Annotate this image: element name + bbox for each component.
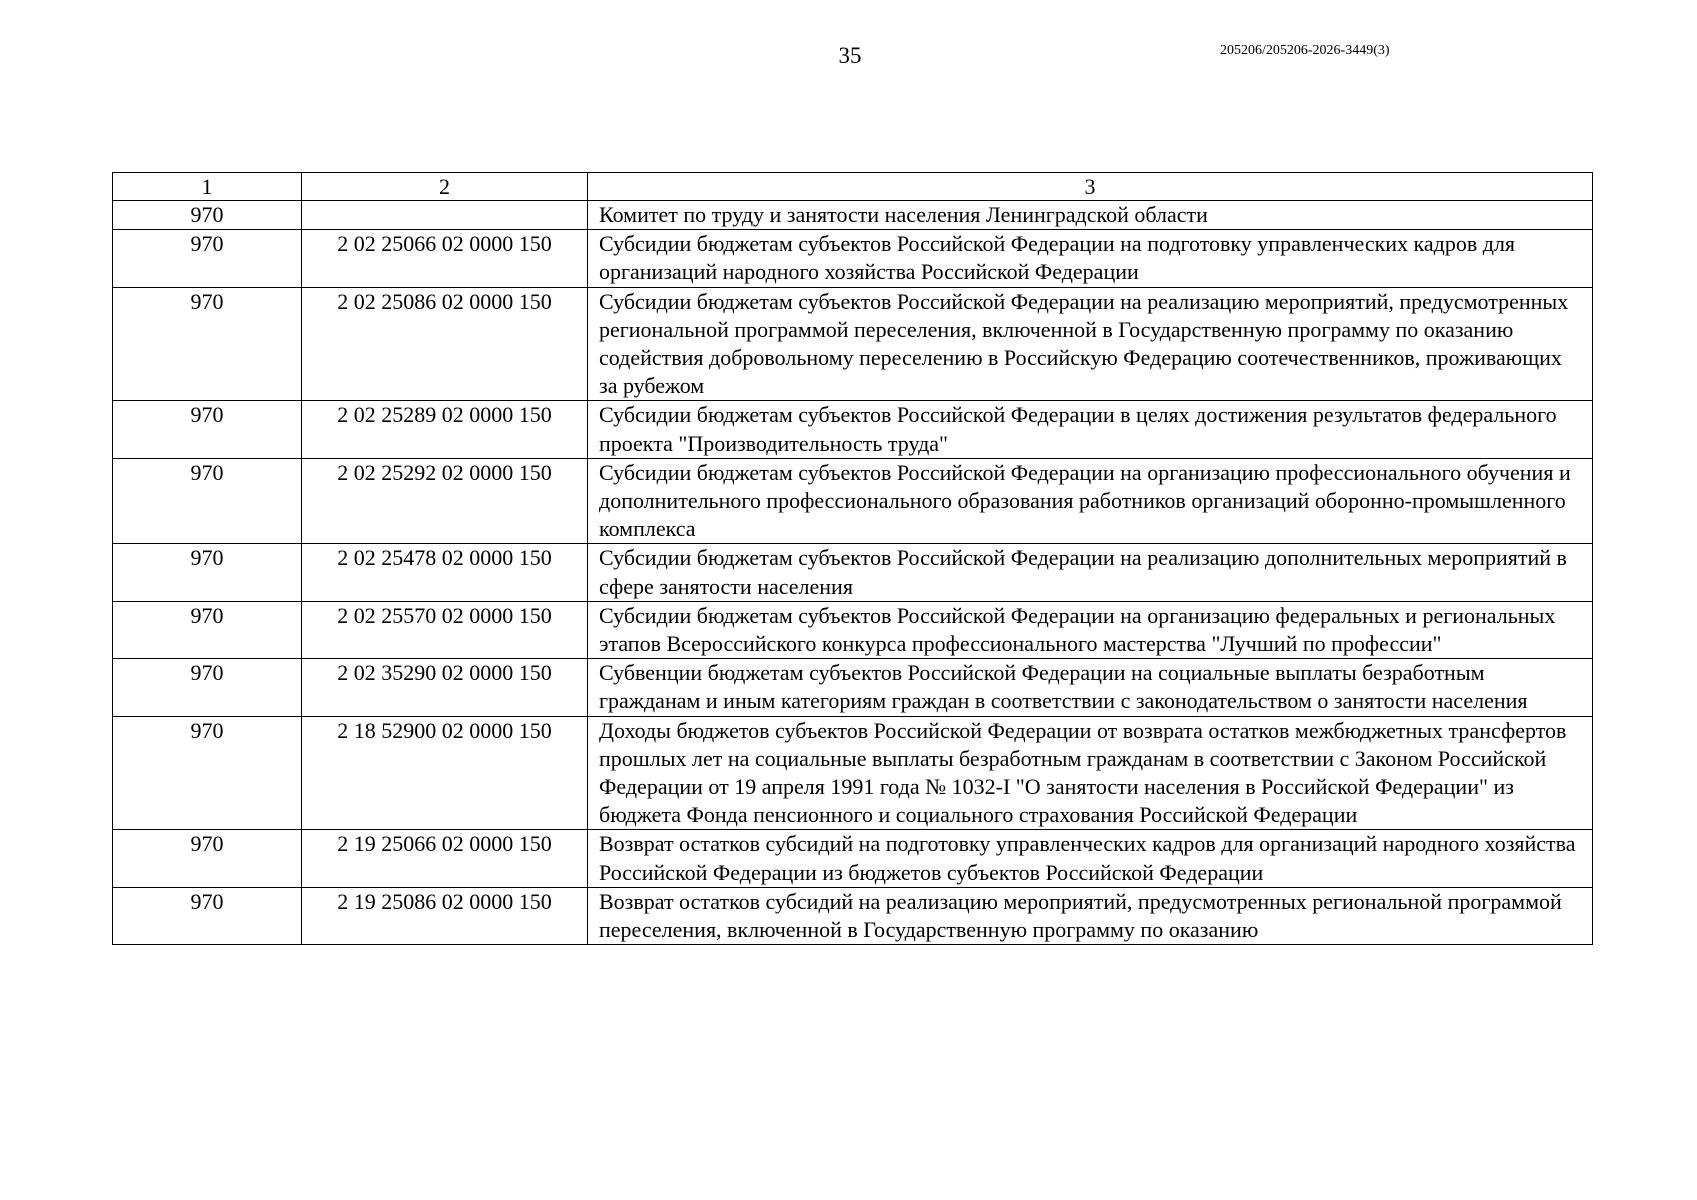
table-row xyxy=(113,887,1593,944)
description-cell: Субвенции бюджетам субъектов Российской Федерации на социальные выплаты безработным гражданам и иным категориям граждан в соответствии с законодательством о занятости населения xyxy=(588,659,1593,716)
income-code-cell xyxy=(302,201,588,230)
description-cell: Субсидии бюджетам субъектов Российской Федерации в целях достижения результатов федерального проекта "Производительность труда" xyxy=(588,401,1593,458)
admin-code-cell: 970 xyxy=(113,830,302,887)
description-cell: Комитет по труду и занятости населения Ленинградской области xyxy=(588,201,1593,230)
description-cell: Субсидии бюджетам субъектов Российской Федерации на организацию профессионального обучения и дополнительного профессионального образования работников организаций оборонно-промышленного комплекса xyxy=(588,458,1593,544)
table-row xyxy=(113,659,1593,716)
table-row xyxy=(113,287,1593,401)
admin-code-cell: 970 xyxy=(113,601,302,658)
table-header-row xyxy=(113,173,1593,201)
table-row xyxy=(113,830,1593,887)
income-code-cell: 2 19 25086 02 0000 150 xyxy=(302,887,588,944)
admin-code-cell: 970 xyxy=(113,716,302,830)
admin-code-cell: 970 xyxy=(113,230,302,287)
income-code-cell: 2 02 25478 02 0000 150 xyxy=(302,544,588,601)
description-cell: Субсидии бюджетам субъектов Российской Федерации на реализацию мероприятий, предусмотренных региональной программой переселения, включенной в Государственную программу по оказанию содействия добровольному переселению в Российскую Федерацию соотечественников, проживающих за рубежом xyxy=(588,287,1593,401)
description-cell: Субсидии бюджетам субъектов Российской Федерации на реализацию дополнительных мероприятий в сфере занятости населения xyxy=(588,544,1593,601)
column-header-3: 3 xyxy=(588,173,1593,201)
column-header-1: 1 xyxy=(113,173,302,201)
income-code-cell: 2 02 25292 02 0000 150 xyxy=(302,458,588,544)
description-cell: Доходы бюджетов субъектов Российской Федерации от возврата остатков межбюджетных трансфертов прошлых лет на социальные выплаты безработным гражданам в соответствии с Законом Российской Федерации от 19 апреля 1991 года № 1032-I "О занятости населения в Российской Федерации" из бюджета Фонда пенсионного и социального страхования Российской Федерации xyxy=(588,716,1593,830)
description-cell: Возврат остатков субсидий на подготовку управленческих кадров для организаций народного хозяйства Российской Федерации из бюджетов субъектов Российской Федерации xyxy=(588,830,1593,887)
description-cell: Субсидии бюджетам субъектов Российской Федерации на организацию федеральных и региональных этапов Всероссийского конкурса профессионального мастерства "Лучший по профессии" xyxy=(588,601,1593,658)
income-code-cell: 2 02 35290 02 0000 150 xyxy=(302,659,588,716)
income-code-cell: 2 18 52900 02 0000 150 xyxy=(302,716,588,830)
admin-code-cell: 970 xyxy=(113,659,302,716)
column-header-2: 2 xyxy=(302,173,588,201)
revenue-codes-table xyxy=(112,172,1593,945)
income-code-cell: 2 02 25086 02 0000 150 xyxy=(302,287,588,401)
table-row xyxy=(113,201,1593,230)
admin-code-cell: 970 xyxy=(113,287,302,401)
description-cell: Возврат остатков субсидий на реализацию мероприятий, предусмотренных региональной программой переселения, включенной в Государственную программу по оказанию xyxy=(588,887,1593,944)
admin-code-cell: 970 xyxy=(113,201,302,230)
admin-code-cell: 970 xyxy=(113,458,302,544)
description-cell: Субсидии бюджетам субъектов Российской Федерации на подготовку управленческих кадров для организаций народного хозяйства Российской Федерации xyxy=(588,230,1593,287)
table-row xyxy=(113,544,1593,601)
admin-code-cell: 970 xyxy=(113,544,302,601)
document-id: 205206/205206-2026-3449(3) xyxy=(1220,43,1390,58)
table-row xyxy=(113,458,1593,544)
table-row xyxy=(113,230,1593,287)
table-row xyxy=(113,601,1593,658)
income-code-cell: 2 19 25066 02 0000 150 xyxy=(302,830,588,887)
income-code-cell: 2 02 25570 02 0000 150 xyxy=(302,601,588,658)
admin-code-cell: 970 xyxy=(113,401,302,458)
income-code-cell: 2 02 25066 02 0000 150 xyxy=(302,230,588,287)
income-code-cell: 2 02 25289 02 0000 150 xyxy=(302,401,588,458)
page-number: 35 xyxy=(838,43,862,68)
table-row xyxy=(113,716,1593,830)
table-row xyxy=(113,401,1593,458)
admin-code-cell: 970 xyxy=(113,887,302,944)
revenue-codes-table-container xyxy=(112,172,1592,945)
